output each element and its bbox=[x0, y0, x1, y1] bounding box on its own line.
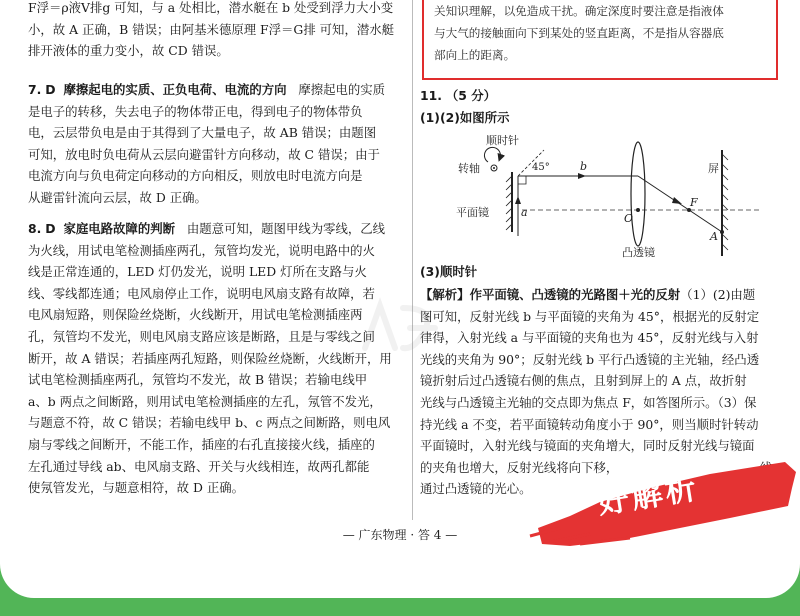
text-line: 光线与凸透镜主光轴的交点即为焦点 F，如答图所示。（3）保 bbox=[420, 394, 757, 410]
analysis-header-line bbox=[420, 284, 780, 306]
question-topic: 家庭电路故障的判断 bbox=[63, 221, 175, 236]
question-number: 8. bbox=[28, 221, 42, 236]
text-line: 光线的夹角为 90°；反射光线 b 平行凸透镜的主光轴，经凸透 bbox=[420, 351, 760, 367]
label-lens: 凸透镜 bbox=[622, 246, 655, 259]
watermark-icon bbox=[355, 298, 445, 358]
text-line: 孔，氖管均不发光，则电风扇支路应该是断路，且是与零线之间 bbox=[28, 328, 375, 344]
refracted-ray bbox=[638, 176, 722, 232]
text-line: 与题意不符，故 C 错误；若输电线甲 b、c 两点之间断路，则电风 bbox=[28, 415, 391, 431]
column-divider bbox=[412, 0, 413, 520]
q8-block bbox=[28, 218, 412, 499]
text-line: F浮＝ρ液V排g 可知，与 a 处相比，潜水艇在 b 处受到浮力大小变 bbox=[28, 0, 394, 15]
text-fragment: 的夹角也增大，反射光线将向下移， bbox=[420, 459, 619, 475]
text-line: 从避雷针流向云层，故 D 正确。 bbox=[28, 189, 207, 205]
text-line: 电，云层带负电是由于其得到了大量电子，故 AB 错误；由题图 bbox=[28, 125, 377, 141]
question-number: 11. bbox=[420, 88, 442, 103]
label-mirror: 平面镜 bbox=[456, 206, 489, 219]
text-line: 左孔通过导线 ab、电风扇支路、开关与火线相连，故两孔都能 bbox=[28, 458, 370, 474]
label-a: a bbox=[521, 206, 528, 219]
note-line: 部向上的距离。 bbox=[434, 48, 516, 62]
label-screen: 屏 bbox=[708, 162, 719, 175]
text-line: 律得，入射光线 a 与平面镜的夹角也为 45°，反射光线与入射 bbox=[420, 330, 759, 346]
question-number: 7. bbox=[28, 82, 42, 97]
text-line: 电流方向与负电荷定向移动的方向相反，则放电时电流方向是 bbox=[28, 168, 363, 184]
clockwise-arrow-icon bbox=[484, 147, 500, 162]
text-line: 线是正常连通的，LED 灯仍发光，说明 LED 灯所在支路与火 bbox=[28, 264, 367, 280]
label-clockwise: 顺时针 bbox=[486, 134, 519, 147]
text-line: 线、零线都连通；电风扇停止工作，说明电风扇支路有故障，若 bbox=[28, 285, 375, 301]
part-12-label: (1)(2)如图所示 bbox=[420, 109, 510, 125]
optics-diagram bbox=[456, 132, 770, 260]
analysis-topic: 作平面镜、凸透镜的光路图＋光的反射 bbox=[469, 287, 681, 302]
answer-letter: D bbox=[45, 221, 56, 236]
label-F: F bbox=[690, 196, 698, 209]
q6-tail bbox=[28, 0, 412, 62]
q8-header-line bbox=[28, 218, 412, 240]
q7-header-line bbox=[28, 79, 412, 101]
text-line: 使氖管发光，与题意相符，故 D 正确。 bbox=[28, 480, 245, 496]
text-line: 持光线 a 不变，若平面镜转动角度小于 90°，则当顺时针转动 bbox=[420, 416, 759, 432]
text-line: 小，故 A 正确，B 错误；由阿基米德原理 F浮＝G排 可知，潜水艇 bbox=[28, 21, 395, 37]
note-line: 关知识理解，以免造成干扰。确定深度时要注意是指液体 bbox=[434, 4, 724, 18]
text-line: 电风扇短路，则保险丝烧断，火线断开，用试电笔检测插座两 bbox=[28, 307, 363, 323]
q7-block bbox=[28, 79, 412, 209]
analysis-tag: 【解析】 bbox=[420, 287, 470, 302]
page-footer: — 广东物理 · 答 4 — bbox=[342, 528, 458, 542]
label-angle: 45° bbox=[532, 162, 550, 173]
label-axis: 转轴 bbox=[458, 162, 480, 175]
q11-part12-line bbox=[420, 107, 780, 129]
text-line: （1）(2)由题 bbox=[680, 287, 756, 302]
answer-letter: D bbox=[45, 82, 56, 97]
text-line: 排开液体的重力变小，故 CD 错误。 bbox=[28, 43, 229, 59]
badge-label: 好解析 bbox=[595, 469, 702, 522]
text-line: a、b 两点之间断路，则用试电笔检测插座的左孔，氖管不发光， bbox=[28, 393, 382, 409]
label-b: b bbox=[580, 160, 588, 173]
part-3-answer: (3)顺时针 bbox=[420, 264, 478, 279]
text-line: 由题意可知，题图甲线为零线，乙线 bbox=[186, 221, 386, 236]
label-O: O bbox=[624, 212, 634, 225]
q11-part3 bbox=[420, 261, 780, 283]
text-line: 扇与零线之间断开，不能工作，插座的右孔直接接火线，插座的 bbox=[28, 436, 375, 452]
text-line: 通过凸透镜的光心。 bbox=[420, 481, 532, 497]
note-line: 与大气的接触面向下到某处的竖直距离，不是指从容器底 bbox=[434, 26, 724, 40]
question-score: （5 分） bbox=[445, 88, 497, 103]
text-line: 为火线，用试电笔检测插座两孔，氖管均发光，说明电路中的火 bbox=[28, 242, 375, 258]
label-A: A bbox=[710, 230, 718, 243]
question-topic: 摩擦起电的实质、正负电荷、电流的方向 bbox=[63, 82, 287, 97]
text-line: 断开，故 A 错误；若插座两孔短路，则保险丝烧断，火线断开，用 bbox=[28, 350, 392, 366]
text-line: 镜折射后过凸透镜右侧的焦点，且射到屏上的 A 点，故折射 bbox=[420, 373, 747, 389]
q11-title-line bbox=[420, 85, 780, 107]
text-line: 是电子的转移，失去电子的物体带正电，得到电子的物体带负 bbox=[28, 103, 363, 119]
q11-header bbox=[420, 85, 780, 128]
note-box bbox=[422, 0, 778, 80]
text-line: 可知，放电时负电荷从云层向避雷针方向移动，故 C 错误；由于 bbox=[28, 146, 380, 162]
text-line: 图可知，反射光线 b 与平面镜的夹角为 45°，根据光的反射定 bbox=[420, 308, 760, 324]
convex-lens bbox=[631, 142, 645, 246]
text-line: 平面镜时，入射光线与镜面的夹角增大，同时反射光线与镜面 bbox=[420, 438, 755, 454]
text-line: 试电笔检测插座两孔，氖管均不发光，故 B 错误；若输电线甲 bbox=[28, 372, 368, 388]
text-line: 摩擦起电的实质 bbox=[298, 82, 386, 97]
